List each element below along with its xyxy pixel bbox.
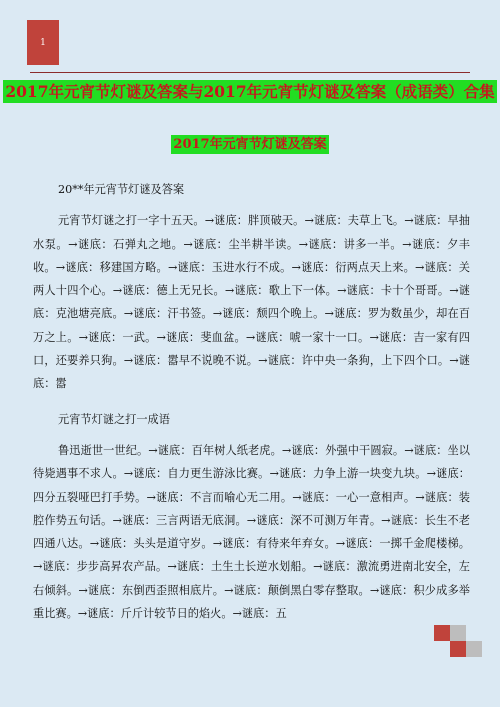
corner-square: [450, 641, 466, 657]
section-title-text: 2017年元宵节灯谜及答案: [173, 137, 327, 152]
paragraph: 鲁迅逝世一世纪。→谜底：百年树人纸老虎。→谜底：外强中干圆寂。→谜底：坐以待毙遇事不求人。→谜底：自力更生游泳比赛。→谜底：力争上游一块变九块。→谜底：四分五裂哑巴打手势。→谜底：不言而喻心无二用。→谜底：一心一意相声。→谜底：装腔作势五句话。→谜底：三言两语无底洞。→谜底：深不可测万年青。→谜底：长生不老四通八达。→谜底：头头是道守岁。→谜底：有待来年弃女。→谜底：一掷千金爬楼梯。→谜底：步步高昇农产品。→谜底：土生土长逆水划船。→谜底：激流勇进南北安全，左右倾斜。→谜底：东倒西歪照相底片。→谜底：颠倒黑白零存整取。→谜底：积少成多举重比赛。→谜底：斤斤计较节日的焰火。→谜底：五: [33, 443, 470, 621]
section-title: [0, 133, 500, 152]
paragraph-heading: 元宵节灯谜之打一成语: [58, 412, 170, 426]
corner-square: [434, 625, 450, 641]
paragraph: 元宵节灯谜之打一字十五天。→谜底：胖顶破天。→谜底：夫草上飞。→谜底：早抽水泵。→谜底：石弹丸之地。→谜底：尘半耕半读。→谜底：讲多一半。→谜底：夕丰收。→谜底：移建国方略。→谜底：玉进水行不成。→谜底：衍两点天上来。→谜底：关两人十四个心。→谜底：德上无兄长。→谜底：歌上下一体。→谜底：卡十个哥哥。→谜底：克池塘亮底。→谜底：汗书签。→谜底：颓四个晚上。→谜底：罗为数虽少，却在百万之上。→谜底：一武。→谜底：斐血盆。→谜底：唬一家十一口。→谜底：吉一家有四口，还要养只狗。→谜底：嚣早不说晚不说。→谜底：许中央一条狗，上下四个口。→谜底：嚣: [33, 214, 470, 391]
page-number: 1: [40, 38, 46, 48]
document-body: [33, 178, 470, 637]
paragraph-heading: 20**年元宵节灯谜及答案: [58, 183, 185, 196]
corner-square: [450, 625, 466, 641]
document-title-text: 2017年元宵节灯谜及答案与2017年元宵节灯谜及答案（成语类）合集: [5, 82, 495, 101]
header-rule: [30, 72, 470, 73]
document-title: [0, 80, 500, 102]
page-number-badge: [27, 20, 59, 65]
corner-decoration: [434, 625, 484, 657]
corner-square: [466, 641, 482, 657]
